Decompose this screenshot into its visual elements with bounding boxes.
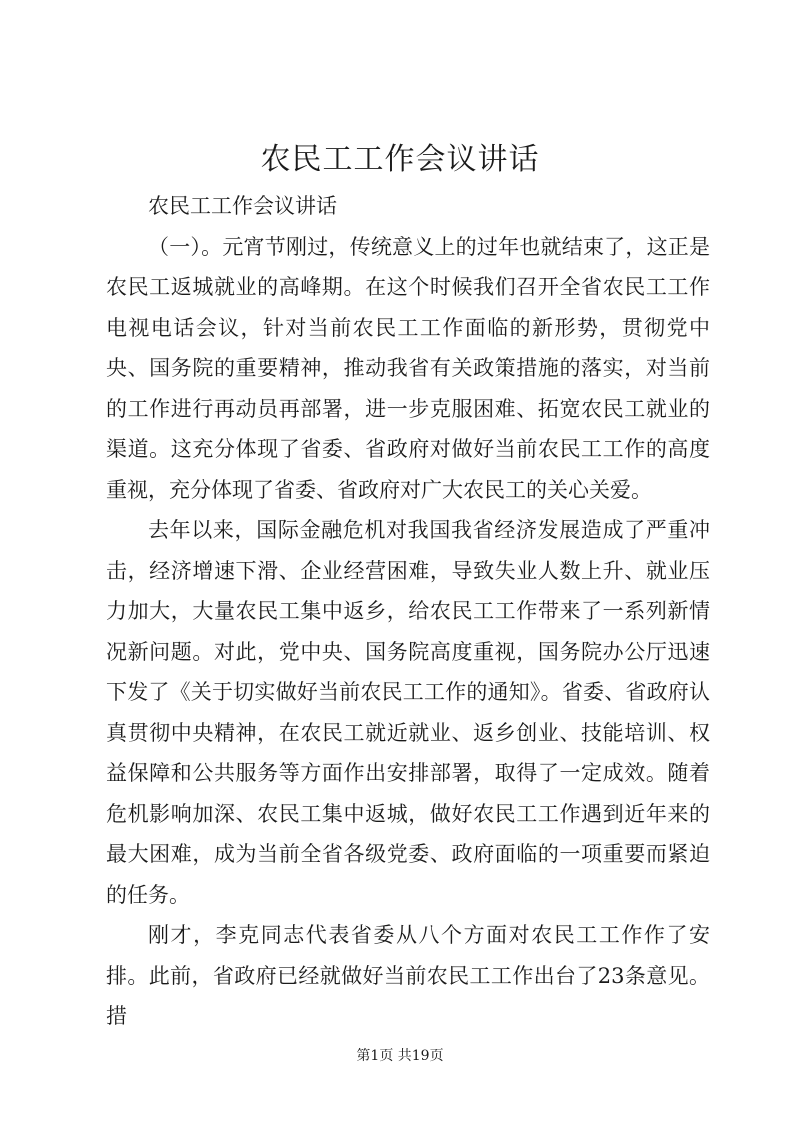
paragraph: 农民工工作会议讲话 <box>148 194 337 218</box>
document-body <box>106 186 710 1037</box>
page-footer: 第1页 共19页 <box>356 1048 444 1064</box>
paragraph: 刚才，李克同志代表省委从八个方面对农民工工作作了安排。此前，省政府已经就做好当前农民工工作出台了23条意见。措 <box>106 923 710 1028</box>
paragraph: 去年以来，国际金融危机对我国我省经济发展造成了严重冲击，经济增速下滑、企业经营困难，导致失业人数上升、就业压力加大，大量农民工集中返乡，给农民工工作带来了一系列新情况新问题。对此，党中央、国务院高度重视，国务院办公厅迅速下发了《关于切实做好当前农民工工作的通知》。省委、省政府认真贯彻中央精神，在农民工就近就业、返乡创业、技能培训、权益保障和公共服务等方面作出安排部署，取得了一定成效。随着危机影响加深、农民工集中返城，做好农民工工作遇到近年来的最大困难，成为当前全省各级党委、政府面临的一项重要而紧迫的任务。 <box>106 518 710 907</box>
paragraph: （一）。元宵节刚过，传统意义上的过年也就结束了，这正是农民工返城就业的高峰期。在这个时候我们召开全省农民工工作电视电话会议，针对当前农民工工作面临的新形势，贯彻党中央、国务院的重要精神，推动我省有关政策措施的落实，对当前的工作进行再动员再部署，进一步克服困难、拓宽农民工就业的渠道。这充分体现了省委、省政府对做好当前农民工工作的高度重视，充分体现了省委、省政府对广大农民工的关心关爱。 <box>106 234 710 502</box>
document-title: 农民工工作会议讲话 <box>260 142 540 177</box>
